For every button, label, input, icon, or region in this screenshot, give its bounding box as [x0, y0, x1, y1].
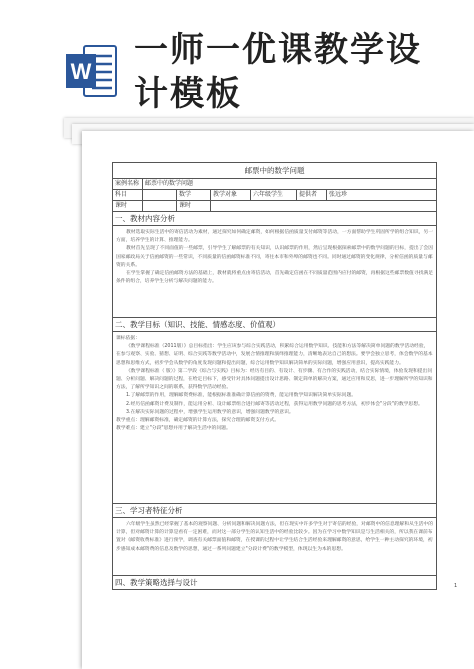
duration-value	[211, 201, 437, 212]
case-name-value: 邮票中的数学问题	[143, 179, 437, 190]
section2-paragraph: 2.经历信函邮资计费及制作，能运用分析、设计邮票组合进行邮寄等活动过程，获得运用数学问题的思考方法，初步体会"分段"的数学思想。	[126, 401, 423, 407]
subject-label: 科目	[113, 190, 143, 201]
banner-title-line1: 一师一优课教学设	[134, 30, 422, 70]
section1-paragraph: 教材首先呈现了不同面值的一些邮票，引导学生了解邮票的有关知识，认识邮票的作用，然后呈现根据探索邮票中的数学问题的目标，提出了会因国家邮政局关于信函邮资的一些常识，不同质量的信函邮资标准不同，寄往本市和外埠的邮资也不同。同时通过邮资的变化规律，分析信函的质量与邮资的关系。	[116, 246, 434, 268]
doc-title: 邮票中的数学问题	[113, 163, 437, 179]
section2-paragraph: 《数学课程标准（2011版）》总目标指出：学生应该参与综合实践活动，积累综合运用数学知识、技能和方法等解决简单问题的数学活动经验，在参与观察、实验、猜想、证明、综合实践等数学活动中，发展合情推理和演绎推理能力，清晰地表达自己的想法。要学会独立思考，体会数学的基本思想和思维方式，初步学会从数学的角度发现问题和提出问题，综合运用数学知识解决简单的实际问题，增强应用意识，提高实践能力。	[116, 344, 433, 366]
banner-title-line2: 计模板	[134, 74, 242, 114]
section4-heading: 四、教学策略选择与设计	[113, 576, 437, 590]
lesson-plan-table	[112, 162, 437, 590]
section2-paragraph: 1.了解邮票的作用，理解邮资费标准，能根据标准准确计算信函的资费，能运用数学知识解决简单实际问题。	[126, 393, 357, 399]
subject-value-blank	[143, 190, 177, 201]
section3-content	[113, 518, 437, 576]
periods-value	[143, 201, 177, 212]
section2-paragraph: 《数学课程标准（ 版）》第二学段《综合与实践》目标为：经历有目的、有设计、有步骤、有合作的实践活动，结合实际情境，体验发现和提出问题、分析问题、解决问题的过程，在给定目标下，感受针对具体问题提出设计思路、制定简单的解决方案，通过应用和反思，进一步理解所学的知识和方法，了解所学知识之间的联系，获得数学活动经验。	[116, 368, 433, 391]
section1-paragraph: 教材选取实际生活中的寄信活动为素材，通过探究如何确定邮资，如何根据信函质量支付邮资等活动，一方面帮助学生巩固所学的组合知识，另一方面，培养学生的计算、推理能力。	[116, 230, 434, 244]
word-document-icon	[66, 42, 118, 100]
section3-paragraph: 六年级学生虽然已经掌握了基本的观察问题、分析问题和解决问题方法，但在现实中许多学生对于寄信的经验，对邮资中的信息理解和从生活中的计算，但对邮资计算的计算是看有一定困难，而对这一部分学生的认知生活中的经验比较少。因为在学习中数学知识是与生活相关的，所以我在课前布置对《邮资收费标准》进行预学，调查有关邮票面值和邮资，在授课的过程中让学生结合生活经验来理解邮资的意思，给学生一种主动探究的环境，初步感知成本邮资费的信息及数学的思想，通过一系列问题建立"分段计费"的数学模型，体现以生为本的思想。	[116, 522, 434, 552]
provider-label: 提供者	[297, 190, 327, 201]
teaching-focus: 教学重点：理解邮资标准，确定邮资的计算方法，探究合理的邮资支付方式。	[116, 418, 280, 424]
case-name-label: 案例名称	[113, 179, 143, 190]
document-page	[82, 131, 474, 669]
header-banner	[0, 0, 474, 118]
section2-paragraph: 3.在解决实际问题的过程中，增强学生运用数学的意识，增强问题数学的意识。	[126, 409, 294, 415]
page-number: 1	[454, 583, 458, 589]
duration-label: 课时	[177, 201, 211, 212]
section2-content	[113, 332, 437, 504]
audience-value: 六年级学生	[251, 190, 297, 201]
subject-value: 数学	[177, 190, 211, 201]
standard-label: 课标依据：	[116, 336, 140, 341]
section1-paragraph: 在学生掌握了确定信函邮资方法的基础上，教材就将重点由寄信活动，首先确定信函在不同质量范围内应付的邮资，再根据这些邮票数值寻找满足条件的组合，培养学生分析与解决问题的能力。	[116, 271, 434, 285]
periods-label: 课时	[113, 201, 143, 212]
provider-value: 张远珍	[327, 190, 437, 201]
section1-content	[113, 226, 437, 318]
audience-label: 教学对象	[211, 190, 251, 201]
teaching-difficulty: 教学难点：建立"分段"思想并用于解决生活中的问题。	[116, 426, 231, 432]
section3-heading: 三、学习者特征分析	[113, 504, 437, 518]
svg-text:W: W	[70, 59, 92, 84]
section1-heading: 一、教材内容分析	[113, 212, 437, 226]
banner-title	[134, 28, 454, 116]
section2-heading: 二、教学目标（知识、技能、情感态度、价值观）	[113, 318, 437, 332]
